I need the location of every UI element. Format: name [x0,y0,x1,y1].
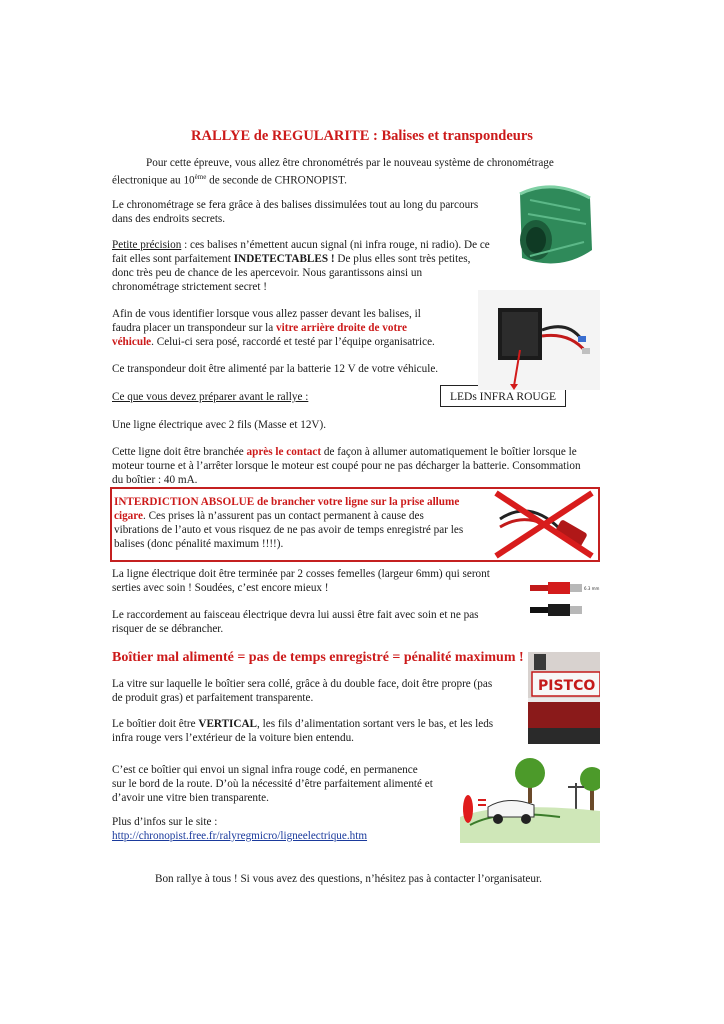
headline-warning: Boîtier mal alimenté = pas de temps enregistré = pénalité maximum ! [112,650,524,665]
preparer-heading: Ce que vous devez préparer avant le rallye : [112,391,309,403]
interdiction-line-2: cigare. Ces prises là n’assurent pas un contact permanent à cause des [114,510,424,522]
infos-link[interactable]: http://chronopist.free.fr/ralyregmicro/ligneelectrique.htm [112,830,368,842]
balises-line-2: dans des endroits secrets. [112,213,226,225]
interdiction-line-4: balises (donc pénalité maximum !!!!). [114,538,284,550]
precision-line-3: donc très peu de chance de les apercevoir. Nous garantissons ainsi un [112,267,423,279]
closing-text: Bon rallye à tous ! Si vous avez des questions, n’hésitez pas à contacter l’organisateur. [155,873,542,885]
vitre-line-1: La vitre sur laquelle le boîtier sera collé, grâce à du double face, doit être propre (pas [112,678,493,690]
transponder-box-photo [478,290,600,390]
led-label: LEDs INFRA ROUGE [440,385,566,407]
contact-line-1: Cette ligne doit être branchée après le contact de façon à allumer automatiquement le boîtier lorsque le [112,446,577,458]
cosses-line-1: La ligne électrique doit être terminée par 2 cosses femelles (largeur 6mm) qui seront [112,568,490,580]
infos-label: Plus d’infos sur le site : [112,816,218,828]
raccordement-line-1: Le raccordement au faisceau électrique devra lui aussi être fait avec soin et ne pas [112,609,479,621]
precision-line-1: Petite précision : ces balises n’émettent aucun signal (ni infra rouge, ni radio). De ce [112,239,490,251]
road-illustration [460,755,600,843]
batterie-text: Ce transpondeur doit être alimenté par la batterie 12 V de votre véhicule. [112,363,439,375]
balises-line-1: Le chronométrage se fera grâce à des balises dissimulées tout au long du parcours [112,199,479,211]
rear-window-photo [528,652,600,744]
transponder-photo [500,180,604,276]
interdiction-line-1: INTERDICTION ABSOLUE de brancher votre ligne sur la prise allume [114,496,460,508]
transpondeur-line-1: Afin de vous identifier lorsque vous allez passer devant les balises, il [112,308,421,320]
cosses-line-2: serties avec soin ! Soudées, c’est encore mieux ! [112,582,329,594]
sticker-text: PISTCO [538,678,596,694]
signal-line-2: sur le bord de la route. D’où la nécessité d’être parfaitement alimenté et [112,778,433,790]
intro-line-2: électronique au 10ème de seconde de CHRONOPIST. [112,173,347,187]
vitre-line-2: de produit gras) et parfaitement transparente. [112,692,314,704]
raccordement-line-2: risquer de se débrancher. [112,623,224,635]
precision-line-4: chronométrage strictement secret ! [112,281,267,293]
cigar-plug-crossed-photo [490,489,598,560]
intro-line-1: Pour cette épreuve, vous allez être chronométrés par le nouveau système de chronométrage [146,157,554,169]
transpondeur-line-3: véhicule. Celui-ci sera posé, raccordé et testé par l’équipe organisatrice. [112,336,435,348]
vertical-line-1: Le boîtier doit être VERTICAL, les fils d’alimentation sortant vers le bas, et les leds [112,718,494,730]
signal-line-3: d’avoir une vitre bien transparente. [112,792,269,804]
interdiction-line-3: vibrations de l’auto et vous risquez de ne pas avoir de temps enregistré par les [114,524,464,536]
precision-line-2: fait elles sont parfaitement INDETECTABLES ! De plus elles sont très petites, [112,253,471,265]
cosses-photo [528,578,600,622]
vertical-line-2: infra rouge vers l’extérieur de la voiture bien entendu. [112,732,354,744]
contact-line-3: du boîtier : 40 mA. [112,474,198,486]
transpondeur-line-2: faudra placer un transpondeur sur la vitre arrière droite de votre [112,322,407,334]
ligne-text: Une ligne électrique avec 2 fils (Masse et 12V). [112,419,327,431]
contact-line-2: moteur tourne et à l’arrêter lorsque le moteur est coupé pour ne pas décharger la batterie. Consommation [112,460,581,472]
signal-line-1: C’est ce boîtier qui envoi un signal infra rouge codé, en permanence [112,764,418,776]
cosse-dimension: 6.3 mm [584,586,600,591]
page-title: RALLYE de REGULARITE : Balises et transpondeurs [191,128,533,144]
